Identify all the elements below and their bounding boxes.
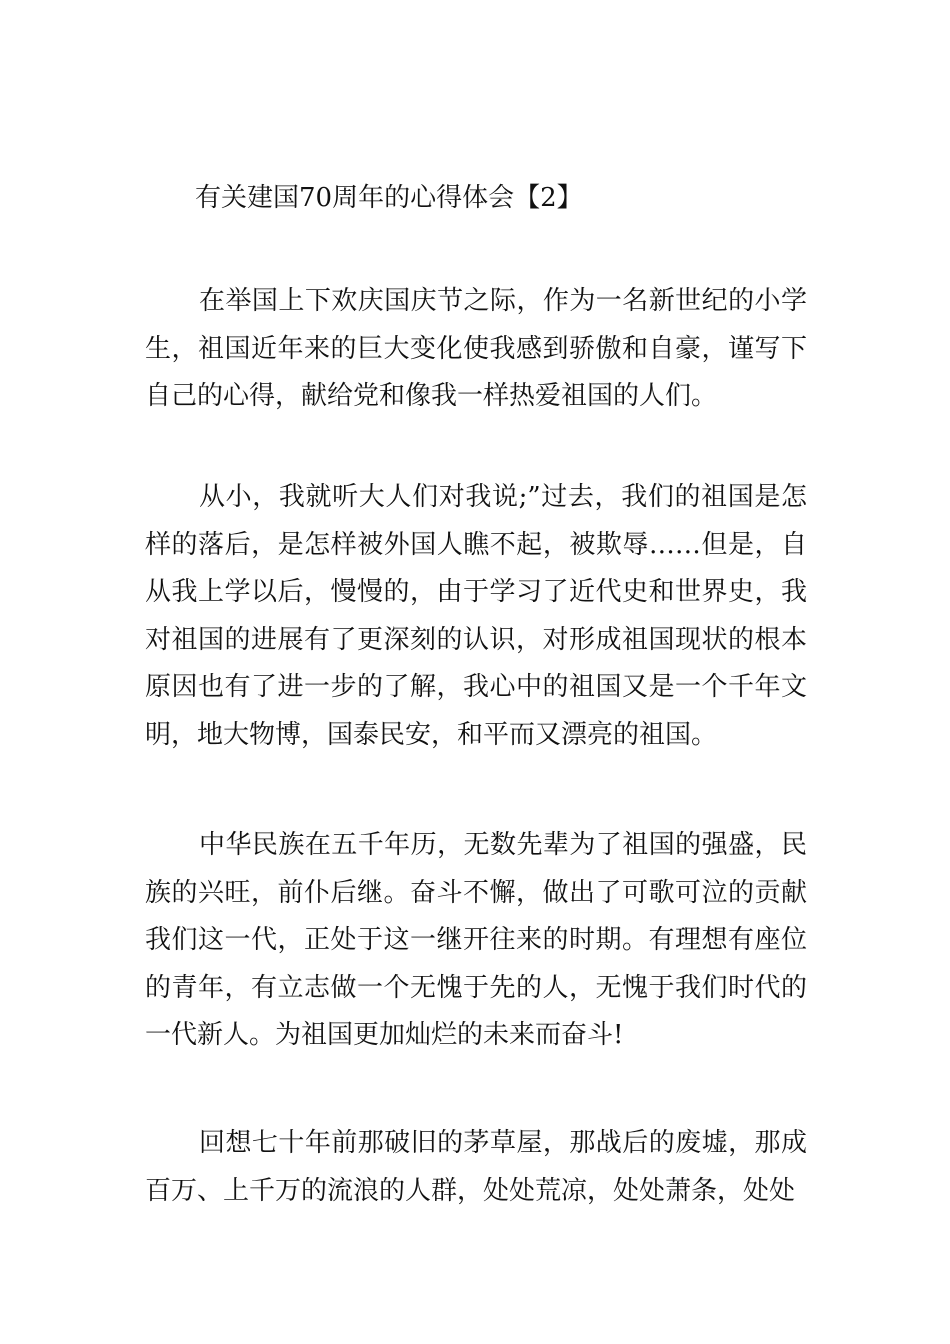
paragraph: 从小，我就听大人们对我说;”过去，我们的祖国是怎样的落后，是怎样被外国人瞧不起，被欺辱……但是，自从我上学以后，慢慢的，由于学习了近代史和世界史，我对祖国的进展有了更深刻的认识，对形成祖国现状的根本原因也有了进一步的了解，我心中的祖国又是一个千年文明，地大物博，国泰民安，和平而又漂亮的祖国。: [145, 482, 807, 750]
document-title: 有关建国70周年的心得体会【2】: [195, 183, 583, 213]
paragraph: 在举国上下欢庆国庆节之际，作为一名新世纪的小学生，祖国近年来的巨大变化使我感到骄傲和自豪，谨写下自己的心得，献给党和像我一样热爱祖国的人们。: [145, 286, 807, 412]
paragraph: 中华民族在五千年历，无数先辈为了祖国的强盛，民族的兴旺，前仆后继。奋斗不懈，做出了可歌可泣的贡献我们这一代，正处于这一继开往来的时期。有理想有座位的青年，有立志做一个无愧于先的人，无愧于我们时代的一代新人。为祖国更加灿烂的未来而奋斗!: [145, 830, 807, 1051]
paragraph: 回想七十年前那破旧的茅草屋，那战后的废墟，那成百万、上千万的流浪的人群，处处荒凉，处处萧条，处处: [145, 1128, 807, 1206]
